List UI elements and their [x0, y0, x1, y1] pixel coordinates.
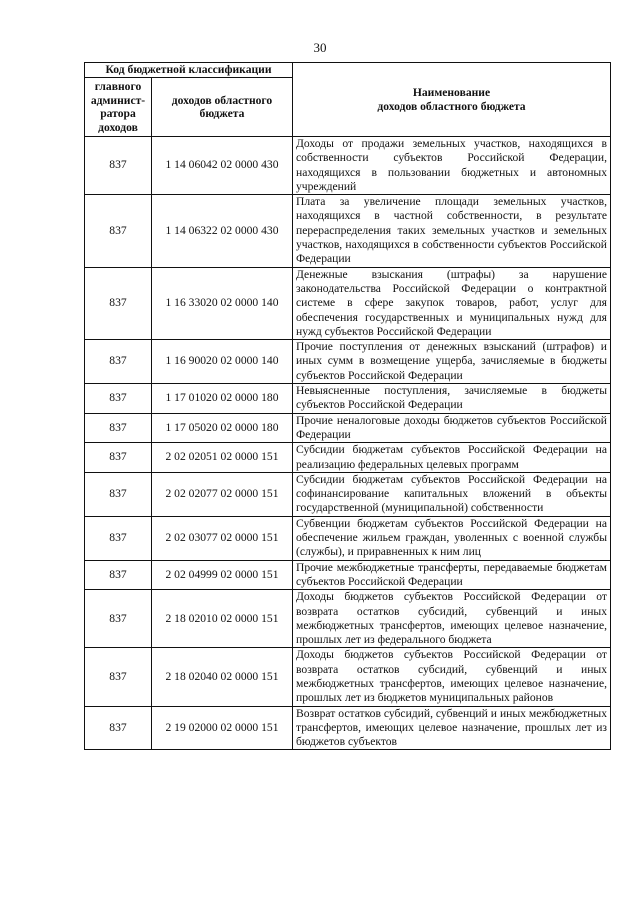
cell-income-code: 1 14 06322 02 0000 430 [152, 195, 293, 267]
cell-income-name: Прочие неналоговые доходы бюджетов субъектов Российской Федерации [293, 413, 611, 443]
header-code-line: доходов областного [171, 93, 273, 107]
header-code-column [152, 78, 293, 137]
table-row [85, 472, 611, 516]
table-row [85, 590, 611, 648]
table-row [85, 195, 611, 267]
cell-income-code: 2 18 02010 02 0000 151 [152, 590, 293, 648]
budget-classification-table [84, 62, 611, 750]
cell-income-code: 2 02 03077 02 0000 151 [152, 516, 293, 560]
cell-income-name: Доходы бюджетов субъектов Российской Федерации от возврата остатков субсидий, субвенций и иных межбюджетных трансфертов, имеющих целевое назначение, прошлых лет из бюджетов муниципальных районов [293, 648, 611, 706]
cell-income-code: 1 17 01020 02 0000 180 [152, 384, 293, 414]
cell-admin-code: 837 [85, 443, 152, 473]
cell-income-name: Прочие поступления от денежных взысканий (штрафов) и иных сумм в возмещение ущерба, зачисляемые в бюджеты субъектов Российской Федерации [293, 340, 611, 384]
table-row [85, 384, 611, 414]
cell-income-code: 1 16 90020 02 0000 140 [152, 340, 293, 384]
cell-admin-code: 837 [85, 340, 152, 384]
header-name-line: Наименование [412, 86, 491, 99]
cell-admin-code: 837 [85, 137, 152, 195]
table-row [85, 413, 611, 443]
table-row [85, 267, 611, 339]
header-admin-line: главного [94, 80, 142, 93]
cell-admin-code: 837 [85, 472, 152, 516]
cell-income-code: 2 02 04999 02 0000 151 [152, 560, 293, 590]
header-admin-line: доходов [98, 120, 138, 134]
table-row [85, 560, 611, 590]
table-header [85, 63, 611, 137]
cell-admin-code: 837 [85, 516, 152, 560]
header-group-title: Код бюджетной классификации [85, 63, 293, 78]
cell-income-code: 2 02 02051 02 0000 151 [152, 443, 293, 473]
header-name-column [293, 63, 611, 137]
header-code-line: бюджета [199, 107, 245, 120]
cell-income-code: 2 02 02077 02 0000 151 [152, 472, 293, 516]
cell-admin-code: 837 [85, 648, 152, 706]
cell-income-name: Доходы от продажи земельных участков, находящихся в собственности субъектов Российской Федерации, находящихся в пользовании бюджетных и автономных учреждений [293, 137, 611, 195]
cell-income-code: 1 14 06042 02 0000 430 [152, 137, 293, 195]
cell-admin-code: 837 [85, 706, 152, 750]
cell-admin-code: 837 [85, 267, 152, 339]
table-row [85, 648, 611, 706]
table-row [85, 443, 611, 473]
header-admin-line: админист- [90, 93, 146, 107]
cell-income-name: Денежные взыскания (штрафы) за нарушение законодательства Российской Федерации о контрактной системе в сфере закупок товаров, работ, услуг для обеспечения государственных и муниципальных нужд для нужд субъектов Российской Федерации [293, 267, 611, 339]
cell-income-name: Субсидии бюджетам субъектов Российской Федерации на софинансирование капитальных вложений в объекты государственной (муниципальной) собственности [293, 472, 611, 516]
cell-income-name: Субвенции бюджетам субъектов Российской Федерации на обеспечение жильем граждан, уволенных с военной службы (службы), и приравненных к ним лиц [293, 516, 611, 560]
table-row [85, 706, 611, 750]
cell-admin-code: 837 [85, 195, 152, 267]
table-row [85, 137, 611, 195]
cell-income-code: 2 18 02040 02 0000 151 [152, 648, 293, 706]
header-admin-column [85, 78, 152, 137]
cell-income-code: 2 19 02000 02 0000 151 [152, 706, 293, 750]
cell-income-name: Субсидии бюджетам субъектов Российской Федерации на реализацию федеральных целевых программ [293, 443, 611, 473]
cell-admin-code: 837 [85, 590, 152, 648]
cell-admin-code: 837 [85, 413, 152, 443]
cell-income-code: 1 16 33020 02 0000 140 [152, 267, 293, 339]
cell-income-name: Плата за увеличение площади земельных участков, находящихся в частной собственности, в результате перераспределения таких земельных участков и земельных участков, находящихся в собственности субъектов Российской Федерации [293, 195, 611, 267]
cell-income-name: Доходы бюджетов субъектов Российской Федерации от возврата остатков субсидий, субвенций и иных межбюджетных трансфертов, имеющих целевое назначение, прошлых лет из федерального бюджета [293, 590, 611, 648]
table-row [85, 516, 611, 560]
page-number: 30 [313, 40, 327, 55]
table-body [85, 137, 611, 750]
cell-income-name: Невыясненные поступления, зачисляемые в бюджеты субъектов Российской Федерации [293, 384, 611, 414]
cell-admin-code: 837 [85, 384, 152, 414]
table-row [85, 340, 611, 384]
header-admin-line: ратора [100, 107, 136, 120]
cell-income-code: 1 17 05020 02 0000 180 [152, 413, 293, 443]
cell-income-name: Прочие межбюджетные трансферты, передаваемые бюджетам субъектов Российской Федерации [293, 560, 611, 590]
header-name-line: доходов областного бюджета [377, 99, 526, 113]
cell-income-name: Возврат остатков субсидий, субвенций и иных межбюджетных трансфертов, имеющих целевое назначение, прошлых лет из бюджетов субъектов [293, 706, 611, 750]
cell-admin-code: 837 [85, 560, 152, 590]
